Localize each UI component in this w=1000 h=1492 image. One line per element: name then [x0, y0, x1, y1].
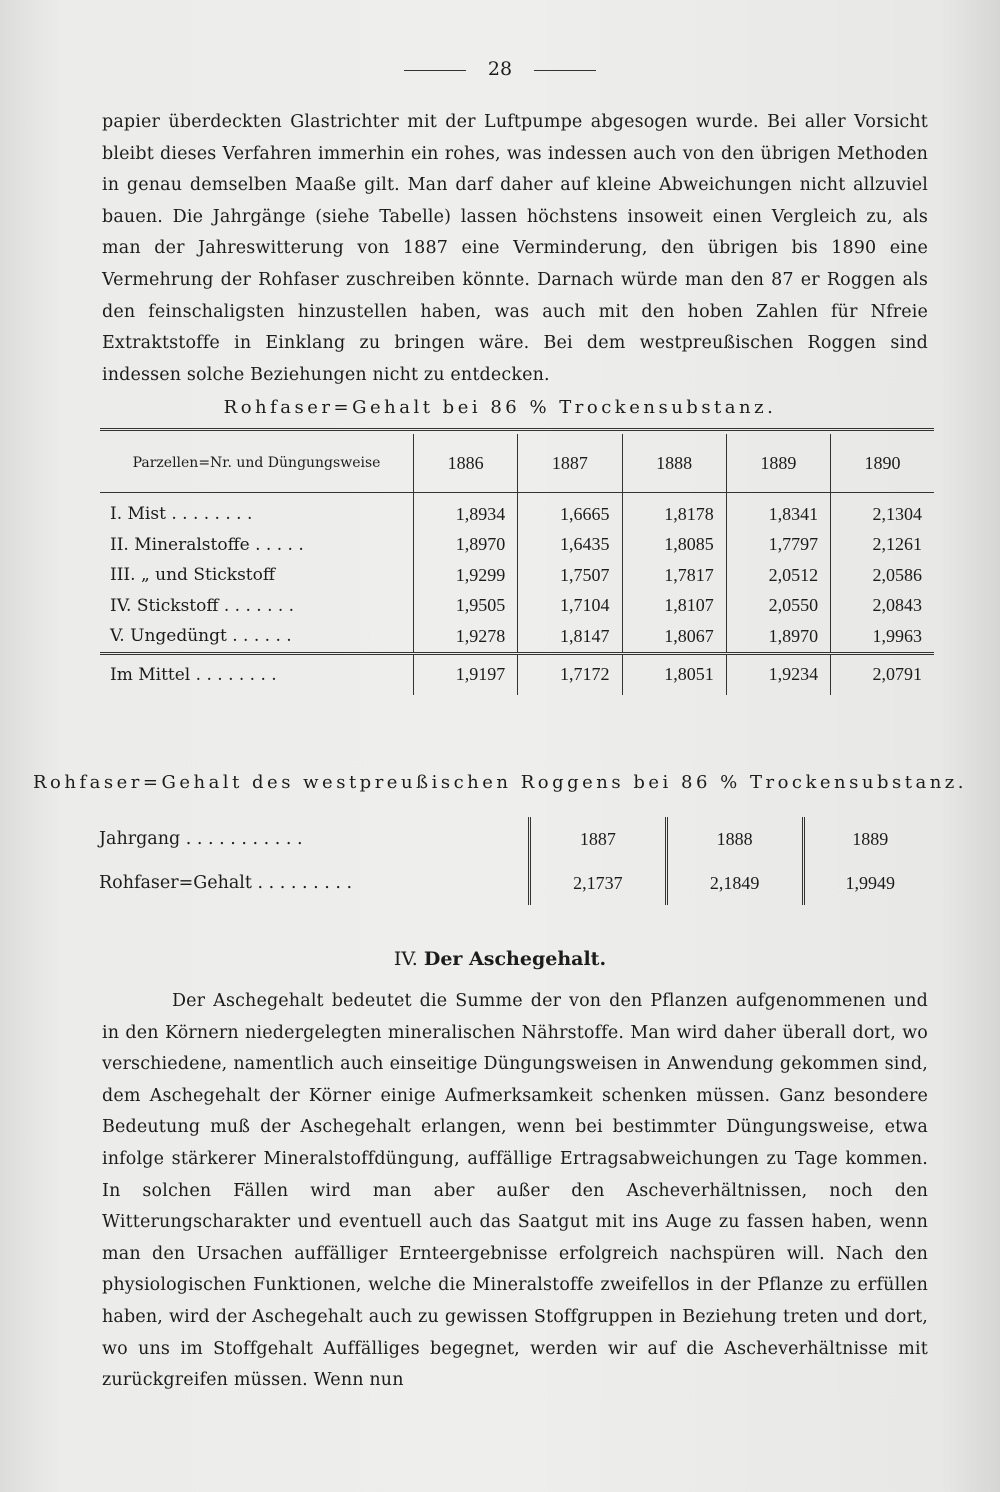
- cell-value: 1,9278: [414, 621, 518, 653]
- cell-value: 1,8107: [622, 591, 726, 622]
- cell-value: 1,6665: [518, 493, 622, 530]
- paragraph-aschegehalt: Der Aschegehalt bedeutet die Summe der von den Pflanzen aufgenommenen und in den Körnern niedergelegten mineralischen Nährstoffe. Man wird daher überall dort, wo verschiedene, namentlich auch einseitige Düngungsweisen in Anwendung gekommen sind, dem Aschegehalt der Körner einige Aufmerksamkeit schenken müssen. Ganz besondere Bedeutung muß der Aschegehalt erlangen, wenn bei bestimmter Düngungsweise, etwa infolge stärkerer Mineralstoffdüngung, auffällige Ertragsabweichungen zu Tage kommen. In solchen Fällen wird man aber außer den Ascheverhältnissen, noch den Witterungscharakter und eventuell auch das Saatgut mit ins Auge zu fassen haben, wenn man den Ursachen auffälliger Ernteergebnisse erfolgreich nachspüren will. Nach den physiologischen Funktionen, welche die Mineralstoffe zweifellos in der Pflanze zu erfüllen haben, wird der Aschegehalt auch zu gewissen Stoffgruppen in Beziehung treten und dort, wo uns im Stoffgehalt Auffälliges begegnet, werden wir auf die Ascheverhältnisse mit zurückgreifen müssen. Wenn nun: [102, 991, 928, 1391]
- cell-value: 1,7797: [726, 530, 830, 561]
- section-title: Der Aschegehalt.: [423, 948, 607, 970]
- cell-value: 2,1261: [831, 530, 934, 561]
- cell-value: 2,1737: [530, 861, 667, 905]
- section-number: IV.: [393, 948, 418, 970]
- table1-caption: Rohfaser=Gehalt bei 86 % Trockensubstanz.: [223, 397, 777, 418]
- row-label: III. „ und Stickstoff: [110, 565, 275, 586]
- cell-value: 1,8178: [622, 493, 726, 530]
- cell-value: 2,0843: [831, 591, 934, 622]
- cell-value: 1,7507: [518, 560, 622, 591]
- table-row: [100, 621, 934, 653]
- table1-year: 1888: [622, 434, 726, 493]
- row-label: Jahrgang . . . . . . . . . . .: [99, 829, 303, 849]
- cell-value: 1,9197: [414, 653, 518, 695]
- table-row-mean: [100, 653, 934, 695]
- header-rule-left: [404, 70, 466, 71]
- table2-year: 1888: [666, 817, 803, 861]
- cell-value: 1,9963: [831, 621, 934, 653]
- row-label: IV. Stickstoff . . . . . . .: [110, 595, 295, 616]
- cell-value: 1,9234: [726, 653, 830, 695]
- table1-top-rule: [100, 428, 934, 431]
- table-row: [100, 591, 934, 622]
- cell-value: 1,8934: [414, 493, 518, 530]
- cell-value: 1,7172: [518, 653, 622, 695]
- cell-value: 2,0512: [726, 560, 830, 591]
- table1-year: 1887: [518, 434, 622, 493]
- table2-caption: Rohfaser=Gehalt des westpreußischen Roggens bei 86 % Trockensubstanz.: [33, 772, 967, 793]
- cell-value: 1,8067: [622, 621, 726, 653]
- table-row: [100, 560, 934, 591]
- row-label: II. Mineralstoffe . . . . .: [110, 534, 304, 555]
- table2-year: 1889: [803, 817, 936, 861]
- table1-header-row: [100, 434, 934, 493]
- cell-value: 1,9949: [803, 861, 936, 905]
- cell-value: 1,8147: [518, 621, 622, 653]
- table-rohfaser-years: [100, 434, 934, 695]
- cell-value: 1,6435: [518, 530, 622, 561]
- cell-value: 1,7104: [518, 591, 622, 622]
- cell-value: 2,0791: [831, 653, 934, 695]
- table-row: [100, 493, 934, 530]
- table1-year: 1889: [726, 434, 830, 493]
- table1-year: 1886: [414, 434, 518, 493]
- table-westpreussisch: [98, 817, 936, 905]
- cell-value: 2,0586: [831, 560, 934, 591]
- cell-value: 2,1849: [666, 861, 803, 905]
- table2-year: 1887: [530, 817, 667, 861]
- cell-value: 1,8970: [726, 621, 830, 653]
- cell-value: 1,8341: [726, 493, 830, 530]
- row-label: Rohfaser=Gehalt . . . . . . . . .: [99, 873, 353, 893]
- paragraph-rohfaser: papier überdeckten Glastrichter mit der Luftpumpe abgesogen wurde. Bei aller Vorsicht bleibt dieses Verfahren immerhin ein rohes, was indessen auch von den übrigen Methoden in genau demselben Maaße gilt. Man darf daher auf kleine Abweichungen nicht allzuviel bauen. Die Jahrgänge (siehe Tabelle) lassen höchstens insoweit einen Vergleich zu, als man der Jahreswitterung von 1887 eine Verminderung, den übrigen bis 1890 eine Vermehrung der Rohfaser zuschreiben könnte. Darnach würde man den 87 er Roggen als den feinschaligsten hinzustellen haben, was auch mit den hoben Zahlen für Nfreie Extraktstoffe in Einklang zu bringen wäre. Bei dem westpreußischen Roggen sind indessen solche Beziehungen nicht zu entdecken.: [102, 112, 928, 385]
- row-label: I. Mist . . . . . . . .: [110, 504, 253, 525]
- page-number: 28: [487, 58, 513, 80]
- header-rule-right: [534, 70, 596, 71]
- cell-value: 1,8085: [622, 530, 726, 561]
- cell-value: 1,9505: [414, 591, 518, 622]
- cell-value: 1,9299: [414, 560, 518, 591]
- section-heading: [0, 948, 1000, 970]
- table1-year: 1890: [831, 434, 934, 493]
- table-row: [98, 817, 936, 861]
- cell-value: 1,8970: [414, 530, 518, 561]
- page-header: [0, 58, 1000, 80]
- cell-value: 2,0550: [726, 591, 830, 622]
- row-label: V. Ungedüngt . . . . . .: [110, 626, 292, 647]
- table-row: [100, 530, 934, 561]
- row-label: Im Mittel . . . . . . . .: [100, 653, 414, 695]
- cell-value: 1,7817: [622, 560, 726, 591]
- cell-value: 1,8051: [622, 653, 726, 695]
- table1-header-label: Parzellen=Nr. und Düngungsweise: [100, 434, 414, 493]
- table-row: [98, 861, 936, 905]
- cell-value: 2,1304: [831, 493, 934, 530]
